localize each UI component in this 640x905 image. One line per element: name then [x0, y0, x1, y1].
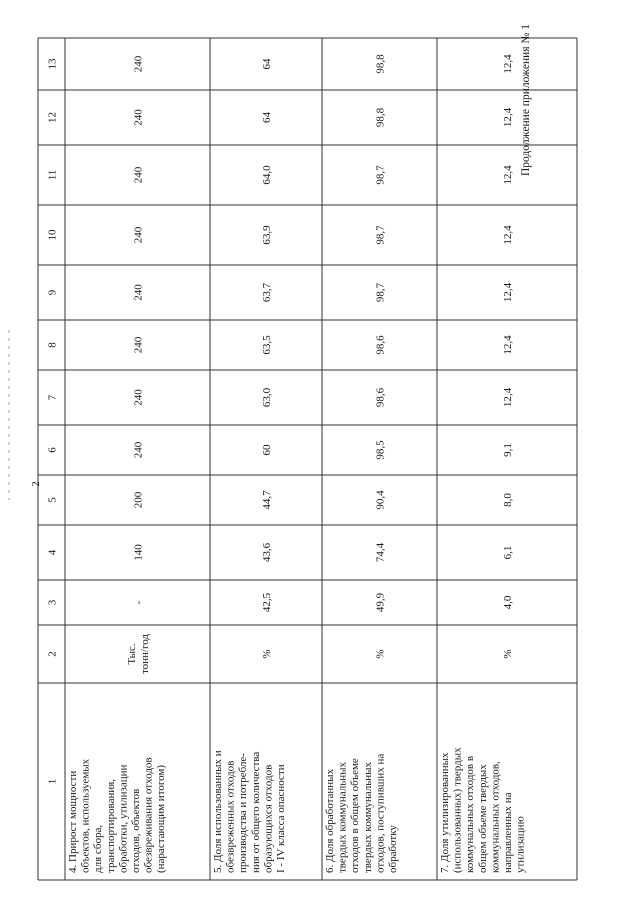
unit-cell: % [261, 649, 273, 659]
value-cell: 43,6 [261, 542, 273, 563]
value-cell: 60 [261, 444, 273, 456]
value-cell: 8,0 [502, 493, 514, 507]
value-cell: 98,7 [374, 225, 387, 245]
value-cell: 98,5 [374, 440, 387, 460]
value-cell: 63,0 [261, 387, 273, 408]
column-header: 12 [46, 112, 59, 123]
column-header: 4 [46, 549, 59, 556]
value-cell: 42,5 [261, 592, 273, 613]
value-cell: 12,4 [502, 335, 514, 355]
column-header: 6 [46, 447, 59, 453]
value-cell: 74,4 [374, 542, 387, 563]
value-cell: 200 [132, 491, 145, 509]
column-header: 8 [46, 342, 59, 348]
indicator-name: 4. Прирост мощностиобъектов, используемыхдля сбора,транспортирования,обработки, утилизацииотходов, объектовобезвреживания отходов(нарастающим итогом) [67, 757, 168, 873]
value-cell: 240 [132, 336, 145, 354]
value-cell: 4,0 [502, 595, 514, 610]
value-cell: - [132, 600, 145, 605]
unit-cell: % [502, 649, 514, 659]
column-header: 5 [46, 497, 59, 503]
value-cell: 12,4 [502, 107, 514, 128]
value-cell: 12,4 [502, 282, 514, 303]
value-cell: 63,7 [261, 282, 273, 303]
indicator-name: 6. Доля обработанныхтвердых коммунальныхотходов в общем объеметвердых коммунальныхотходов, поступивших наобработку [324, 753, 399, 873]
indicator-name: 5. Доля использованных иобезвреженных отходовпроизводства и потребле-ния от общего количестваобразующихся отходовI - IV класса опасности [212, 750, 287, 873]
value-cell: 98,6 [374, 387, 387, 408]
value-cell: 90,4 [374, 490, 387, 510]
page-number: 2 [29, 481, 42, 487]
value-cell: 12,4 [502, 165, 514, 185]
column-header: 13 [46, 58, 59, 70]
value-cell: 63,9 [261, 225, 273, 245]
column-header: 1 [46, 778, 59, 785]
value-cell: 98,7 [374, 282, 387, 303]
value-cell: 12,4 [502, 225, 514, 245]
value-cell: 12,4 [502, 54, 514, 74]
value-cell: 98,8 [374, 54, 387, 74]
value-cell: 9,1 [502, 443, 514, 457]
value-cell: 63,5 [261, 335, 273, 355]
value-cell: 12,4 [502, 387, 514, 408]
value-cell: 49,9 [374, 592, 387, 613]
column-header: 3 [46, 599, 59, 606]
column-header: 9 [46, 289, 59, 296]
value-cell: 64 [261, 112, 273, 123]
value-cell: 64,0 [261, 165, 273, 185]
column-header: 10 [46, 229, 59, 241]
value-cell: 240 [132, 109, 145, 126]
column-header: 2 [46, 651, 59, 657]
column-header: 7 [46, 394, 59, 401]
value-cell: 240 [132, 226, 145, 244]
value-cell: 98,7 [374, 165, 387, 185]
value-cell: 6,1 [502, 545, 514, 560]
value-cell: 240 [132, 284, 145, 301]
value-cell: 240 [132, 55, 145, 73]
value-cell: 98,6 [374, 335, 387, 355]
value-cell: 140 [132, 544, 145, 561]
value-cell: 240 [132, 441, 145, 459]
column-header: 11 [46, 169, 59, 181]
unit-cell: % [374, 649, 387, 659]
value-cell: 64 [261, 58, 273, 70]
value-cell: 98,8 [374, 107, 387, 128]
indicator-name: 7. Доля утилизированных(использованных) твердыхкоммунальных отходов вобщем объеме твердыхкоммунальных отходов,направленных наутилизацию [439, 747, 527, 873]
value-cell: 240 [132, 166, 145, 184]
value-cell: 44,7 [261, 490, 273, 510]
unit-cell: Тыс.тонн/год [126, 633, 151, 675]
appendix-caption: Продолжение приложения № 1 [520, 23, 532, 177]
value-cell: 240 [132, 389, 145, 406]
